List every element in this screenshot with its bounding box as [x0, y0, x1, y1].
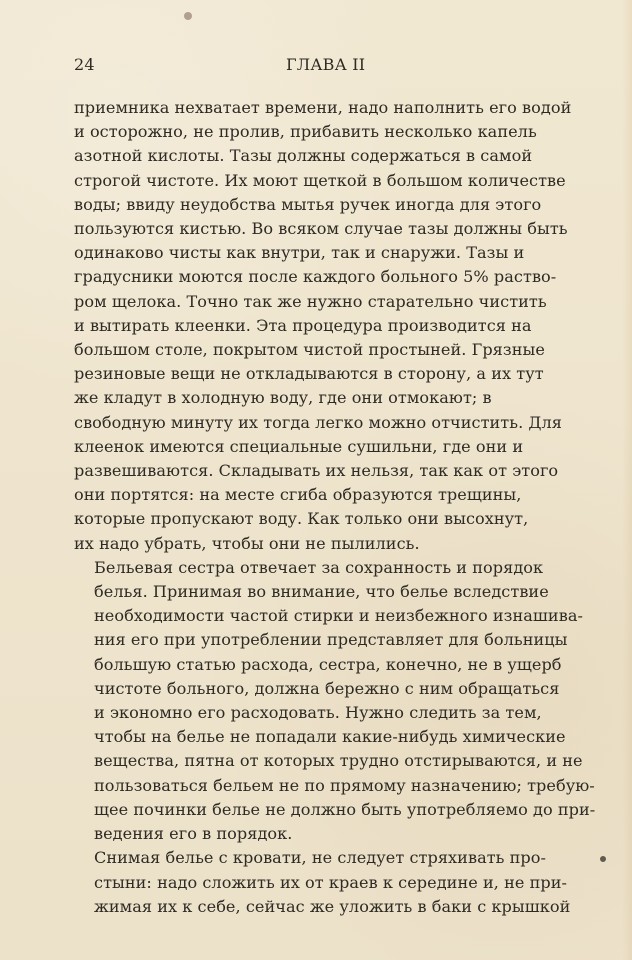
paragraph-3-line-3: жимая их к себе, сейчас же уложить в баки с крышкой [94, 896, 571, 916]
paragraph-1-line-8: градусники моются после каждого больного 5% раство- [74, 267, 557, 287]
page-number: 24 [74, 55, 95, 74]
paragraph-1-line-19: их надо убрать, чтобы они не пылились. [74, 533, 420, 553]
paragraph-1 [74, 96, 574, 556]
paragraph-1-line-4: строгой чистоте. Их моют щеткой в большом количестве [74, 170, 566, 190]
page-edge-shadow [622, 0, 632, 960]
paragraph-2-line-10: пользоваться бельем не по прямому назначению; требую- [94, 775, 595, 795]
paragraph-3 [74, 846, 574, 919]
paragraph-1-line-9: ром щелока. Точно так же нужно старательно чистить [74, 291, 547, 311]
paragraph-2-line-1: Бельевая сестра отвечает за сохранность и порядок [94, 557, 544, 577]
paragraph-2-line-9: вещества, пятна от которых трудно отстирываются, и не [94, 751, 583, 771]
paragraph-1-line-6: пользуются кистью. Во всяком случае тазы должны быть [74, 219, 568, 239]
paragraph-1-line-18: которые пропускают воду. Как только они высохнут, [74, 509, 529, 529]
paragraph-1-line-10: и вытирать клеенки. Эта процедура производится на [74, 315, 532, 335]
paragraph-1-line-2: и осторожно, не пролив, прибавить несколько капель [74, 122, 537, 142]
page-mark-dot [600, 856, 606, 862]
paragraph-2-line-3: необходимости частой стирки и неизбежного изнашива- [94, 606, 583, 626]
ink-spot [184, 12, 192, 20]
paragraph-1-line-1: приемника нехватает времени, надо наполнить его водой [74, 98, 572, 117]
paragraph-2 [74, 556, 596, 846]
paragraph-1-line-16: развешиваются. Складывать их нельзя, так как от этого [74, 461, 559, 481]
paragraph-1-line-3: азотной кислоты. Тазы должны содержаться в самой [74, 146, 533, 166]
paragraph-1-line-14: свободную минуту их тогда легко можно отчистить. Для [74, 412, 563, 432]
paragraph-1-line-15: клеенок имеются специальные сушильни, где они и [74, 436, 524, 456]
paragraph-2-line-7: и экономно его расходовать. Нужно следить за тем, [94, 703, 542, 723]
paragraph-1-line-12: резиновые вещи не откладываются в сторону, а их тут [74, 364, 544, 384]
paragraph-1-line-7: одинаково чисты как внутри, так и снаружи. Тазы и [74, 243, 525, 263]
paragraph-2-line-11: щее починки белье не должно быть употребляемо до при- [94, 799, 596, 819]
paragraph-2-line-6: чистоте больного, должна бережно с ним обращаться [94, 678, 560, 698]
paragraph-3-line-2: стыни: надо сложить их от краев к середине и, не при- [94, 872, 567, 892]
paragraph-1-line-17: они портятся: на месте сгиба образуются трещины, [74, 485, 522, 505]
paragraph-2-line-8: чтобы на белье не попадали какие-нибудь химические [94, 727, 566, 747]
paragraph-2-line-4: ния его при употреблении представляет для больницы [94, 630, 568, 650]
paragraph-1-line-13: же кладут в холодную воду, где они отмокают; в [74, 388, 492, 408]
paragraph-2-line-5: большую статью расхода, сестра, конечно, не в ущерб [94, 654, 562, 674]
paragraph-2-line-12: ведения его в порядок. [94, 824, 293, 844]
main-text-block [74, 96, 596, 919]
paragraph-1-line-11: большом столе, покрытом чистой простыней. Грязные [74, 340, 545, 360]
paragraph-2-line-2: белья. Принимая во внимание, что белье вследствие [94, 582, 549, 602]
chapter-title: ГЛАВА II [286, 55, 366, 74]
paragraph-3-line-1: Снимая белье с кровати, не следует стряхивать про- [94, 848, 547, 868]
paragraph-1-line-5: воды; ввиду неудобства мытья ручек иногда для этого [74, 194, 542, 214]
